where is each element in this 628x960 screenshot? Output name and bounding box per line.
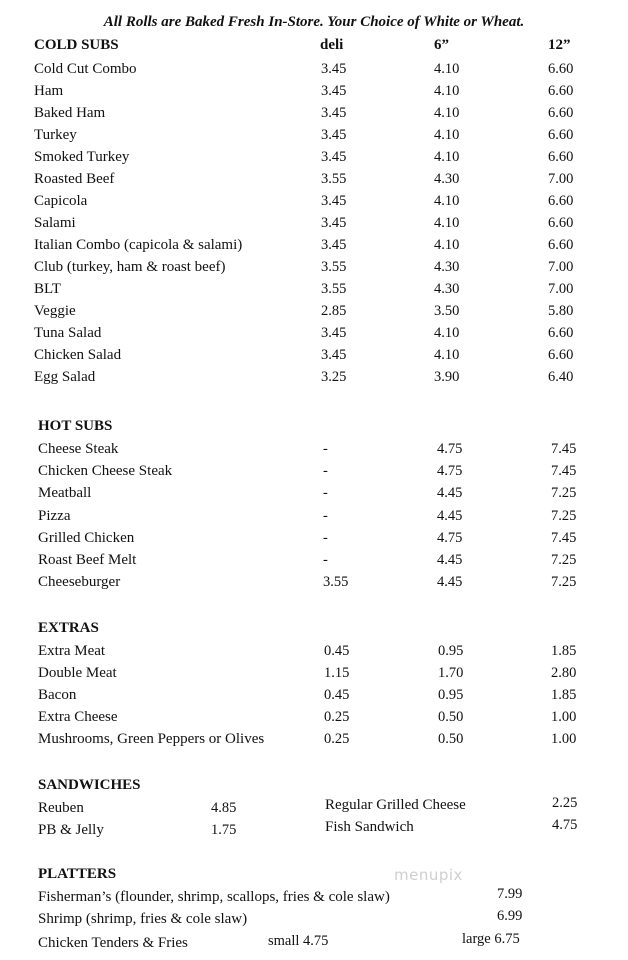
menu-item-name: Roast Beef Melt — [38, 552, 137, 568]
menu-header: All Rolls are Baked Fresh In-Store. Your Choice of White or Wheat. — [103, 14, 525, 30]
menu-item-name: Cold Cut Combo — [34, 61, 137, 77]
price-deli: 3.55 — [321, 259, 347, 275]
price-6-inch: 4.45 — [437, 574, 463, 591]
sandwiches-title: SANDWICHES — [38, 777, 141, 793]
price-deli: 0.25 — [324, 709, 350, 725]
price-12-inch: 7.00 — [548, 171, 574, 187]
platters-title: PLATTERS — [38, 866, 117, 882]
price-12-inch: 1.85 — [551, 643, 577, 659]
price-deli: - — [323, 507, 328, 524]
sandwich-name: Fish Sandwich — [325, 819, 414, 835]
sandwich-price: 4.85 — [211, 800, 237, 816]
price-12-inch: 6.60 — [548, 61, 574, 77]
price-deli: - — [323, 529, 328, 546]
price-12-inch: 6.60 — [548, 83, 574, 99]
price-deli: 0.45 — [324, 643, 350, 659]
price-6-inch: 4.45 — [437, 552, 463, 568]
menu-item-name: Capicola — [34, 193, 88, 209]
price-12-inch: 7.25 — [551, 552, 577, 568]
menu-item-name: Cheeseburger — [38, 574, 121, 591]
menu-item-name: Extra Meat — [38, 643, 106, 659]
price-6-inch: 4.75 — [437, 441, 463, 457]
menu-item-name: Extra Cheese — [38, 709, 118, 725]
price-6-inch: 1.70 — [438, 665, 464, 681]
price-deli: 3.45 — [321, 237, 347, 253]
price-12-inch: 6.60 — [548, 325, 574, 341]
price-12-inch: 7.00 — [548, 259, 574, 275]
price-6-inch: 4.10 — [434, 83, 460, 99]
price-deli: 3.45 — [321, 61, 347, 77]
menu-item-name: Meatball — [38, 485, 92, 502]
menu-item-name: Ham — [34, 83, 64, 99]
platter-price: 7.99 — [497, 886, 523, 902]
sandwich-name: PB & Jelly — [38, 822, 104, 838]
price-6-inch: 4.10 — [434, 347, 460, 363]
sandwich-price: 1.75 — [211, 822, 237, 838]
price-6-inch: 4.10 — [434, 105, 460, 121]
price-6-inch: 4.45 — [437, 507, 463, 524]
price-12-inch: 6.60 — [548, 215, 574, 231]
menu-item-name: Veggie — [34, 303, 76, 319]
price-6-inch: 0.50 — [438, 709, 464, 725]
platter-name: Shrimp (shrimp, fries & cole slaw) — [38, 911, 248, 927]
menu-item-name: Chicken Cheese Steak — [38, 463, 173, 480]
menu-item-name: Mushrooms, Green Peppers or Olives — [38, 731, 265, 747]
price-6-inch: 4.10 — [434, 325, 460, 341]
extras-title: EXTRAS — [38, 620, 99, 636]
sandwich-name: Regular Grilled Cheese — [325, 797, 466, 813]
price-deli: - — [323, 463, 328, 480]
menu-item-name: Bacon — [38, 687, 77, 703]
menu-item-name: BLT — [34, 281, 61, 297]
price-12-inch: 1.85 — [551, 687, 577, 703]
price-deli: 3.45 — [321, 105, 347, 121]
price-deli: 3.55 — [321, 281, 347, 297]
price-6-inch: 4.10 — [434, 149, 460, 165]
menu-item-name: Tuna Salad — [34, 325, 102, 341]
sandwich-price: 2.25 — [552, 795, 578, 811]
price-12-inch: 7.25 — [551, 507, 577, 524]
price-12-inch: 6.60 — [548, 193, 574, 209]
menu-item-name: Double Meat — [38, 665, 117, 681]
price-6-inch: 0.95 — [438, 687, 464, 703]
price-deli: 3.45 — [321, 149, 347, 165]
price-6-inch: 0.50 — [438, 731, 464, 747]
price-6-inch: 4.30 — [434, 259, 460, 275]
column-12-inch: 12” — [548, 37, 571, 53]
sandwich-price: 4.75 — [552, 817, 578, 833]
price-deli: 3.45 — [321, 347, 347, 363]
cold-subs-title: COLD SUBS — [34, 37, 119, 53]
price-6-inch: 3.90 — [434, 369, 460, 385]
platter-small-price: small 4.75 — [268, 933, 329, 949]
price-12-inch: 6.60 — [548, 237, 574, 253]
hot-subs-title: HOT SUBS — [38, 418, 113, 434]
price-12-inch: 6.60 — [548, 105, 574, 121]
menu-item-name: Egg Salad — [34, 369, 96, 385]
price-12-inch: 6.60 — [548, 347, 574, 363]
menu-item-name: Grilled Chicken — [38, 529, 135, 546]
price-deli: 3.45 — [321, 83, 347, 99]
column-deli: deli — [320, 37, 344, 53]
menupix-watermark: menupix — [394, 866, 463, 884]
price-12-inch: 7.25 — [551, 485, 577, 502]
price-6-inch: 4.10 — [434, 127, 460, 143]
price-deli: 3.45 — [321, 325, 347, 341]
menu-item-name: Italian Combo (capicola & salami) — [34, 237, 243, 253]
price-12-inch: 6.60 — [548, 149, 574, 165]
price-12-inch: 5.80 — [548, 303, 574, 319]
price-deli: 3.45 — [321, 193, 347, 209]
column-6-inch: 6” — [434, 37, 449, 53]
price-6-inch: 4.75 — [437, 463, 463, 480]
price-12-inch: 7.45 — [551, 463, 577, 480]
price-deli: 3.45 — [321, 215, 347, 231]
price-6-inch: 4.10 — [434, 237, 460, 253]
price-12-inch: 7.45 — [551, 441, 577, 457]
price-deli: 3.55 — [323, 574, 349, 591]
price-6-inch: 4.45 — [437, 485, 463, 502]
menu-item-name: Club (turkey, ham & roast beef) — [34, 259, 226, 275]
price-6-inch: 4.30 — [434, 281, 460, 297]
price-12-inch: 6.40 — [548, 369, 574, 385]
menu-item-name: Baked Ham — [34, 105, 106, 121]
price-deli: - — [323, 552, 328, 568]
menu-item-name: Smoked Turkey — [34, 149, 130, 165]
price-12-inch: 2.80 — [551, 665, 577, 681]
price-deli: 2.85 — [321, 303, 347, 319]
price-deli: 3.25 — [321, 369, 347, 385]
sandwich-name: Reuben — [38, 800, 84, 816]
price-6-inch: 4.30 — [434, 171, 460, 187]
menu-item-name: Salami — [34, 215, 76, 231]
price-deli: 3.45 — [321, 127, 347, 143]
menu-item-name: Cheese Steak — [38, 441, 119, 457]
price-12-inch: 7.45 — [551, 529, 577, 546]
price-6-inch: 4.10 — [434, 215, 460, 231]
price-12-inch: 7.00 — [548, 281, 574, 297]
price-6-inch: 4.10 — [434, 61, 460, 77]
price-12-inch: 1.00 — [551, 731, 577, 747]
price-deli: 0.25 — [324, 731, 350, 747]
price-deli: 0.45 — [324, 687, 350, 703]
platter-name: Chicken Tenders & Fries — [38, 935, 188, 951]
price-deli: - — [323, 485, 328, 502]
menu-item-name: Pizza — [38, 507, 71, 524]
platter-name: Fisherman’s (flounder, shrimp, scallops, fries & cole slaw) — [38, 889, 390, 905]
menu-item-name: Turkey — [34, 127, 77, 143]
price-12-inch: 7.25 — [551, 574, 577, 591]
price-12-inch: 1.00 — [551, 709, 577, 725]
price-12-inch: 6.60 — [548, 127, 574, 143]
price-6-inch: 3.50 — [434, 303, 460, 319]
price-deli: - — [323, 441, 328, 457]
platter-price: 6.99 — [497, 908, 523, 924]
price-6-inch: 4.75 — [437, 529, 463, 546]
price-deli: 3.55 — [321, 171, 347, 187]
menu-item-name: Roasted Beef — [34, 171, 115, 187]
price-6-inch: 4.10 — [434, 193, 460, 209]
platter-large-price: large 6.75 — [462, 931, 520, 947]
price-deli: 1.15 — [324, 665, 350, 681]
menu-item-name: Chicken Salad — [34, 347, 122, 363]
price-6-inch: 0.95 — [438, 643, 464, 659]
